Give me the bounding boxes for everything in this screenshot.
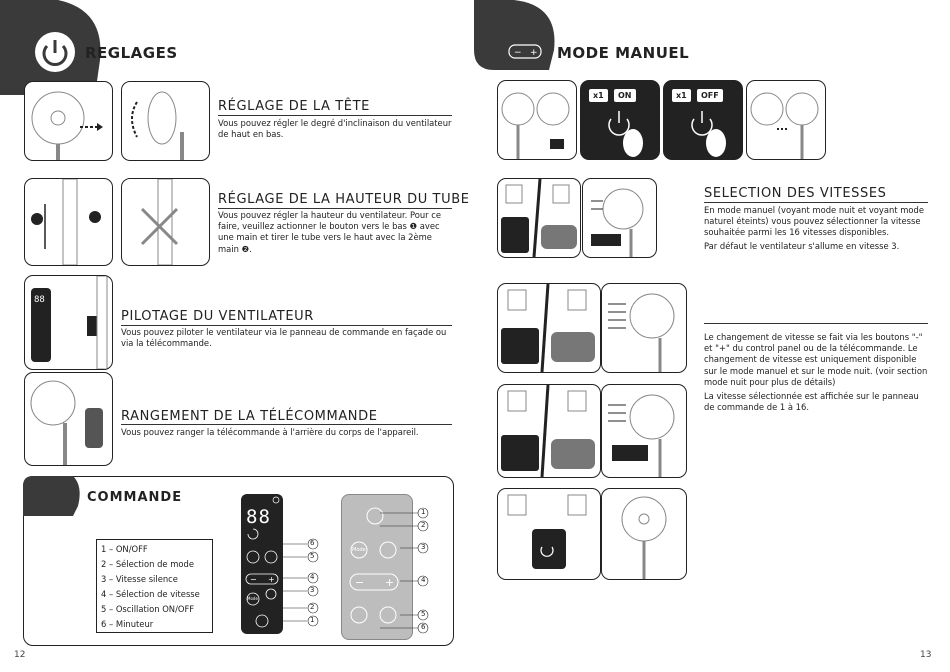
panel-power-button[interactable] (256, 615, 268, 627)
section-text-remote: Vous pouvez ranger la télécommande à l'arrière du corps de l'appareil. (121, 427, 419, 437)
commande-item-2: 2 – Sélection de mode (101, 559, 194, 569)
svg-text:+: + (268, 575, 275, 584)
section-title-remote: RANGEMENT DE LA TÉLÉCOMMANDE (121, 409, 378, 424)
manual-step-fan-on (497, 80, 577, 160)
manual-step-fan-off (746, 80, 826, 160)
remote-storage-image (24, 372, 113, 466)
remote-callout-2: 2 (421, 521, 426, 529)
svg-text:+: + (385, 576, 395, 589)
commande-item-4: 4 – Sélection de vitesse (101, 589, 200, 599)
head-adjust-image-2 (121, 81, 210, 161)
commande-item-3: 3 – Vitesse silence (101, 574, 178, 584)
panel-oscillation-button[interactable] (265, 551, 277, 563)
section-text-height: Vous pouvez régler la hauteur du ventilateur. Pour ce faire, veuillez actionner le bouton vers le bas ❶ avec une main et tirer le tube vers le haut avec la 2ème main ❷. (218, 210, 442, 254)
panel-callout-1: 1 (310, 616, 315, 624)
section-title-pilot: PILOTAGE DU VENTILATEUR (121, 309, 314, 324)
section-text-pilot: Vous pouvez piloter le ventilateur via le panneau de commande en façade ou via la télécommande. (121, 327, 447, 349)
panel-callout-4: 4 (310, 573, 315, 581)
speed-step-1-fan (582, 178, 657, 258)
panel-callout-6: 6 (310, 539, 315, 547)
svg-text:+: + (530, 48, 538, 58)
manual-step-press-off (663, 80, 743, 160)
manual-step-press-on (580, 80, 660, 160)
change-text-2: La vitesse sélectionnée est affichée sur le panneau de commande de 1 à 16. (704, 391, 919, 413)
right-page-number: 13 (920, 650, 932, 660)
badge-x1-on: x1 (589, 89, 608, 102)
panel-timer-button[interactable] (247, 551, 259, 563)
speed-step-3-fan (601, 384, 687, 478)
speed-step-1-panel (497, 178, 581, 258)
right-corner-tab (474, 0, 564, 70)
panel-callout-2: 2 (310, 603, 315, 611)
panel-silence-button[interactable] (266, 589, 276, 599)
panel-callout-3: 3 (310, 586, 315, 594)
commande-title: COMMANDE (87, 490, 183, 505)
svg-text:−: − (355, 576, 365, 589)
remote-mode-label: Mode (352, 547, 366, 553)
speed-step-3-panel (497, 384, 601, 478)
speed-step-2-fan (601, 283, 687, 373)
remote-callout-4: 4 (421, 576, 426, 584)
commande-corner (23, 476, 83, 516)
remote-callout-3: 3 (421, 543, 426, 551)
commande-item-1: 1 – ON/OFF (101, 544, 148, 554)
height-adjust-image-2 (121, 178, 210, 266)
remote-callout-1: 1 (421, 508, 426, 516)
svg-text:−: − (250, 575, 257, 584)
left-header-title: REGLAGES (85, 44, 178, 62)
control-panel (241, 494, 283, 634)
panel-mode-label: Mode (247, 596, 258, 601)
badge-x1-off: x1 (672, 89, 691, 102)
speed-title: SELECTION DES VITESSES (704, 186, 887, 201)
commande-list (96, 539, 213, 633)
left-page-number: 12 (14, 650, 26, 660)
panel-callout-5: 5 (310, 552, 315, 560)
commande-item-6: 6 – Minuteur (101, 619, 154, 629)
badge-on: ON (614, 89, 636, 102)
speed-text-2: Par défaut le ventilateur s'allume en vitesse 3. (704, 241, 900, 251)
section-title-head: RÉGLAGE DE LA TÊTE (218, 99, 370, 114)
height-adjust-image-1 (24, 178, 113, 266)
badge-off: OFF (697, 89, 723, 102)
remote-callout-5: 5 (421, 610, 426, 618)
speed-step-4-panel (497, 488, 601, 580)
head-adjust-image-1 (24, 81, 113, 161)
section-title-height: RÉGLAGE DE LA HAUTEUR DU TUBE (218, 192, 470, 207)
speed-step-4-fan (601, 488, 687, 580)
speed-step-2-panel (497, 283, 601, 373)
section-text-head: Vous pouvez régler le degré d'inclinaison du ventilateur de haut en bas. (218, 118, 452, 140)
svg-text:−: − (514, 48, 522, 58)
svg-text:88: 88 (34, 295, 45, 305)
right-header-title: MODE MANUEL (557, 44, 690, 62)
panel-display: 88 (246, 506, 271, 528)
remote-callout-6: 6 (421, 623, 426, 631)
commande-item-5: 5 – Oscillation ON/OFF (101, 604, 195, 614)
remote-timer-button[interactable] (351, 607, 367, 623)
change-text-1: Le changement de vitesse se fait via les boutons "-" et "+" du control panel ou de la télécommande. Le changement de vitesse est uniquement disponible sur le mode manuel et sur le mode nuit. (voir section mode nuit pour plus de détails) (704, 332, 928, 387)
control-panel-image (24, 275, 113, 370)
panel-callout-lines (283, 536, 323, 628)
speed-text-1: En mode manuel (voyant mode nuit et voyant mode naturel éteints) vous pouvez sélectionner la vitesse souhaitée parmi les 16 vitesses disponibles. (704, 205, 924, 238)
